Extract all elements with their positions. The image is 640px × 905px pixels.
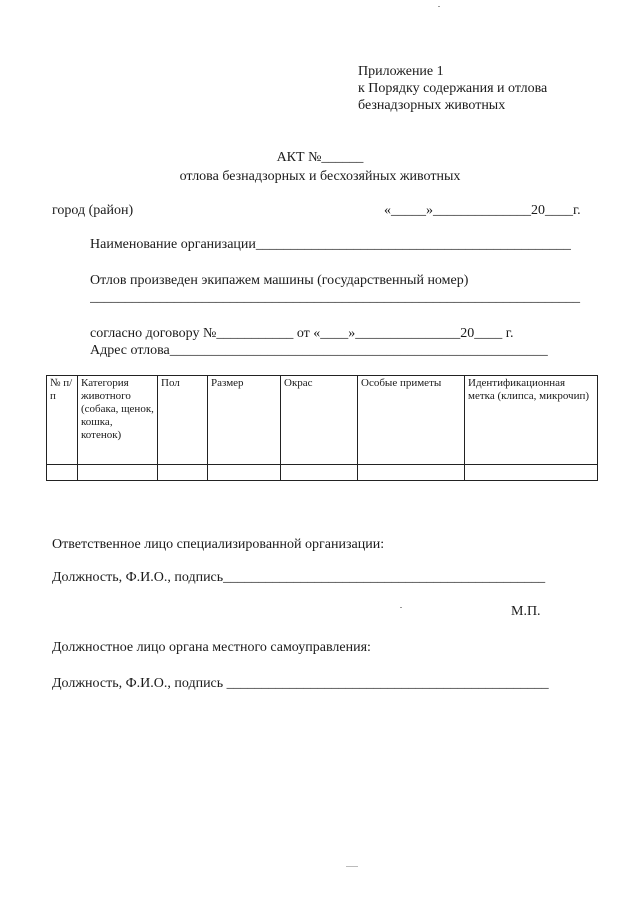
act-subtitle: отлова безнадзорных и бесхозяйных животных [179, 169, 461, 184]
crew-line: ______________________________________________________________________ [90, 290, 580, 305]
scan-speck [400, 607, 402, 608]
stamp-label: М.П. [511, 604, 541, 619]
table-header-row [47, 376, 598, 465]
org-person-label: Ответственное лицо специализированной организации: [52, 537, 385, 552]
col-header-sex: Пол [158, 376, 208, 465]
act-title: АКТ №______ [276, 150, 364, 165]
gov-signature-field: Должность, Ф.И.О., подпись ______________________________________________ [52, 676, 549, 691]
city-label: город (район) [52, 203, 134, 218]
address-field: Адрес отлова______________________________________________________ [90, 343, 548, 358]
date-field: «_____»______________20____г. [384, 203, 581, 218]
appendix-header [358, 64, 547, 115]
col-header-size: Размер [208, 376, 281, 465]
col-header-number: № п/п [47, 376, 78, 465]
col-header-id-tag: Идентификационная метка (клипса, микрочип) [465, 376, 598, 465]
appendix-line-1: Приложение 1 [358, 64, 444, 79]
table-cell [281, 465, 358, 481]
contract-field: согласно договору №___________ от «____»_______________20____ г. [90, 326, 514, 341]
table-cell [465, 465, 598, 481]
col-header-marks: Особые приметы [358, 376, 465, 465]
scan-speck [438, 6, 440, 7]
org-name-field: Наименование организации_____________________________________________ [90, 237, 571, 252]
animals-table [46, 375, 598, 481]
appendix-line-2: к Порядку содержания и отлова [358, 81, 548, 96]
table-cell [47, 465, 78, 481]
table-cell [208, 465, 281, 481]
table-cell [158, 465, 208, 481]
org-signature-field: Должность, Ф.И.О., подпись______________________________________________ [52, 570, 546, 585]
col-header-color: Окрас [281, 376, 358, 465]
col-header-category: Категория животного (собака, щенок, кошка, котенок) [78, 376, 158, 465]
appendix-line-3: безнадзорных животных [358, 98, 506, 113]
table-cell [78, 465, 158, 481]
scan-speck [346, 866, 358, 867]
gov-person-label: Должностное лицо органа местного самоуправления: [52, 640, 371, 655]
crew-label: Отлов произведен экипажем машины (государственный номер) [90, 273, 469, 288]
table-row [47, 465, 598, 481]
table-cell [358, 465, 465, 481]
